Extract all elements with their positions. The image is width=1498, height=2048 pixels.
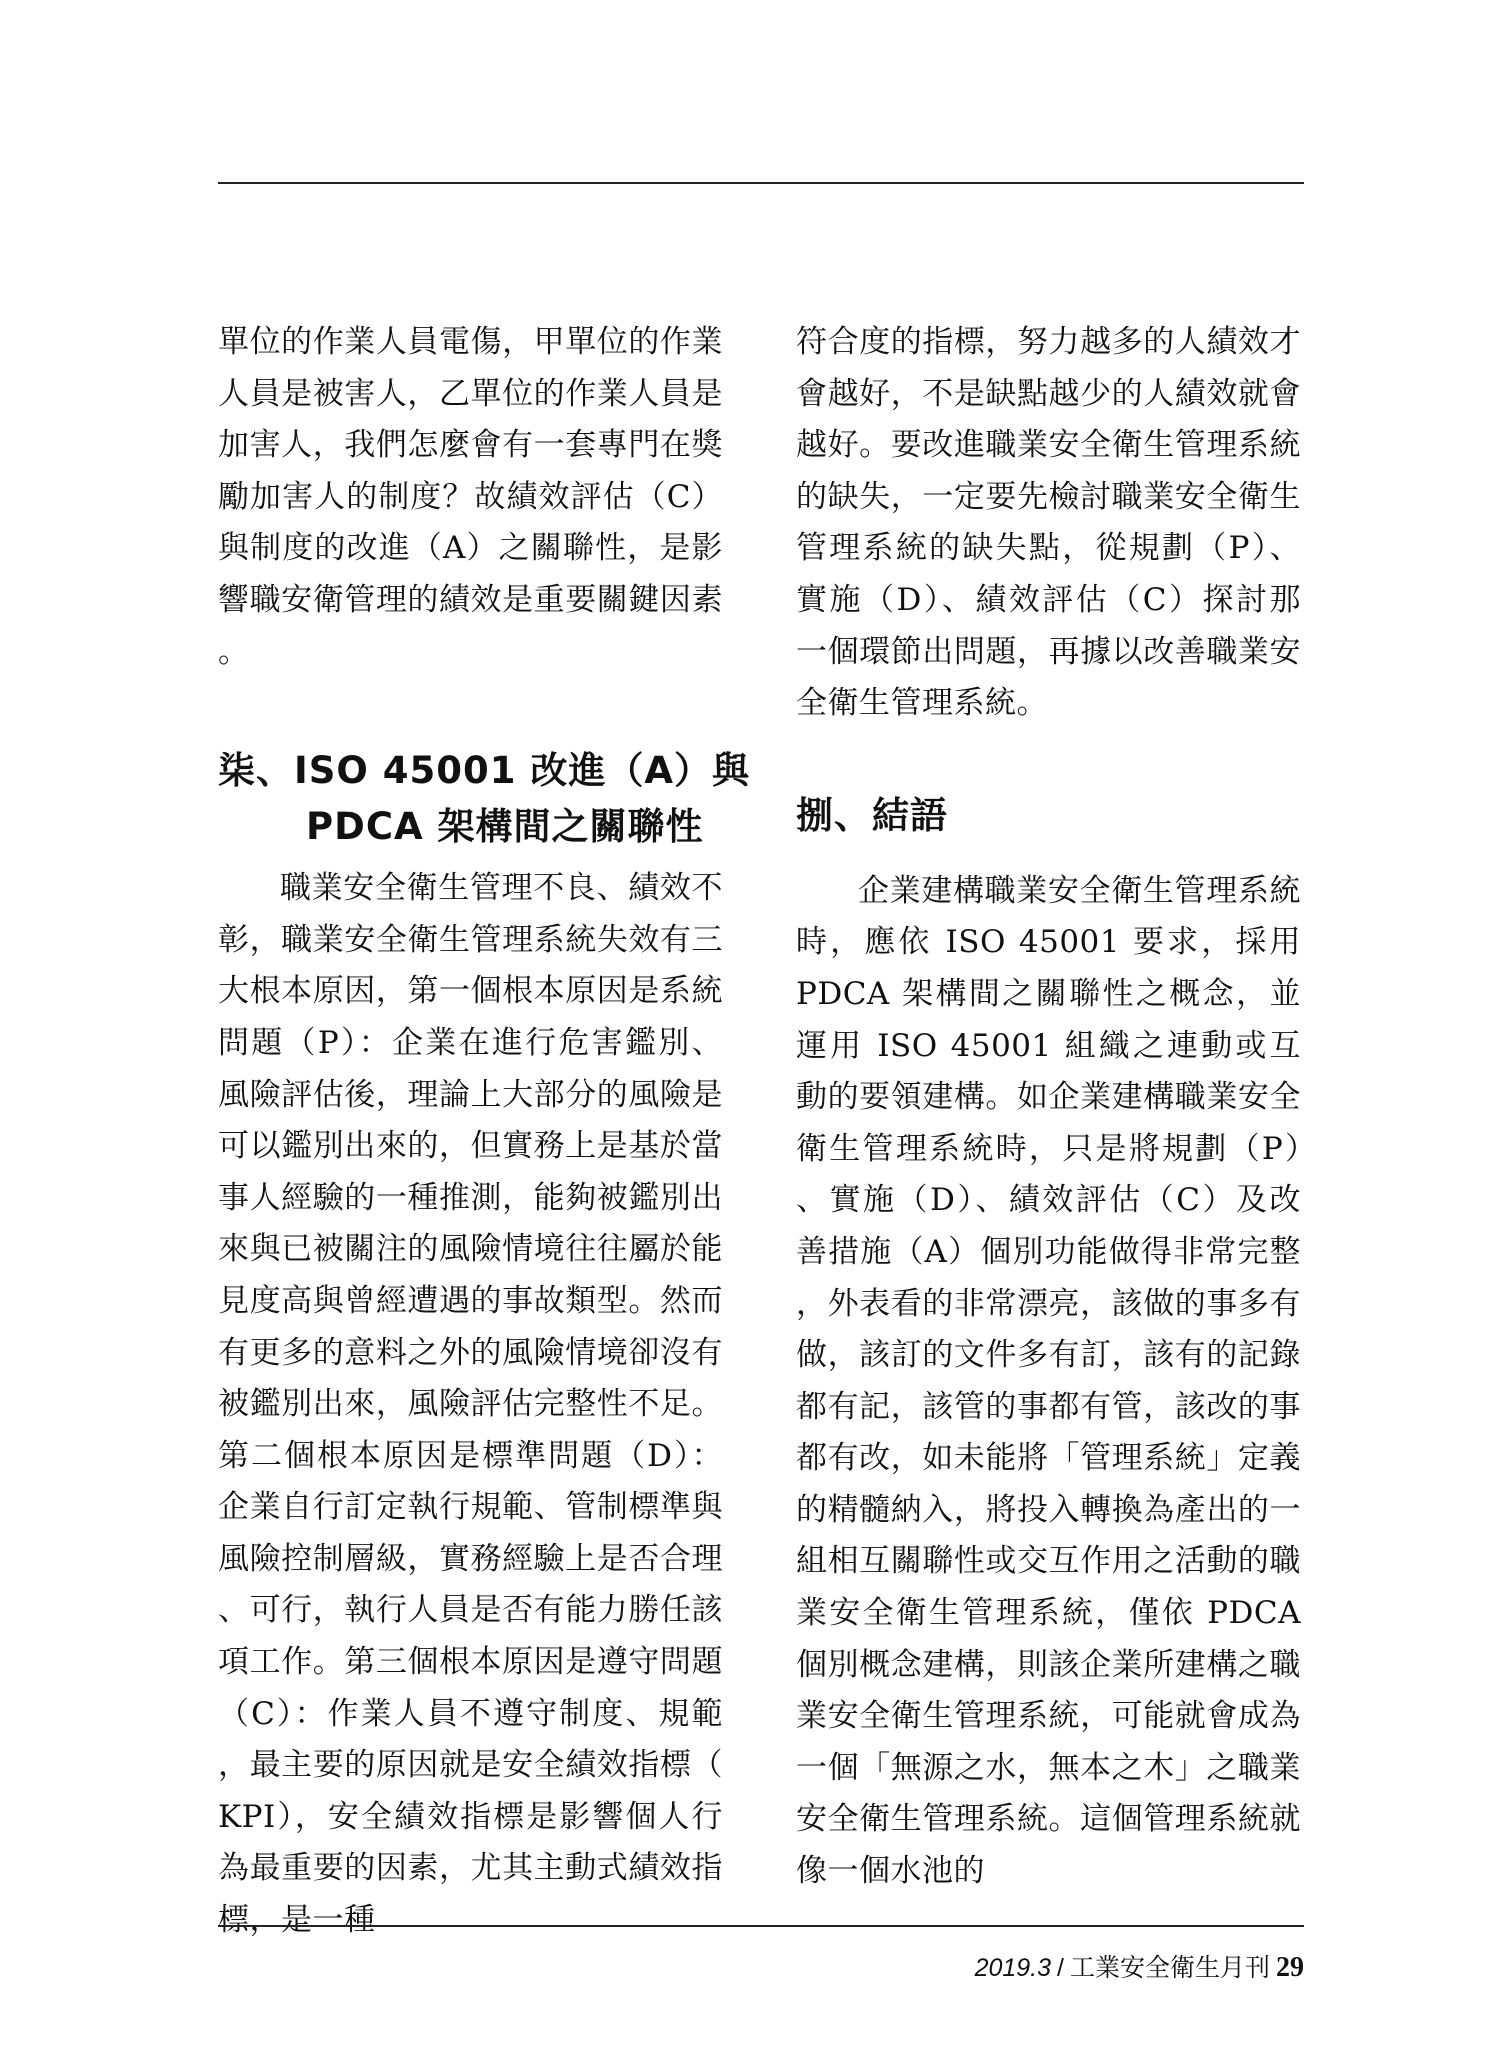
section-heading-8: 捌、結語	[796, 793, 948, 837]
right-paragraph-1: 符合度的指標，努力越多的人績效才會越好，不是缺點越少的人績效就會越好。要改進職業安全衛生管理系統的缺失，一定要先檢討職業安全衛生管理系統的缺失點，從規劃（P）、實施（D）、績效評估（C）探討那一個環節出問題，再據以改善職業安全衛生管理系統。	[796, 324, 1301, 722]
footer-separator: /	[1057, 1954, 1064, 1982]
section-heading-7-line-2: PDCA 架構間之關聯性	[306, 805, 704, 849]
section-heading-7	[218, 743, 750, 855]
footer-date: 2019.3	[974, 1954, 1052, 1982]
page-footer	[975, 1952, 1304, 1984]
left-column	[218, 317, 750, 1947]
left-paragraph-1: 單位的作業人員電傷，甲單位的作業人員是被害人，乙單位的作業人員是加害人，我們怎麼會有一套專門在獎勵加害人的制度？故績效評估（C）與制度的改進（A）之關聯性，是影響職安衛管理的績效是重要關鍵因素。	[218, 324, 723, 670]
footer-journal-title: 工業安全衛生月刊	[1069, 1954, 1270, 1982]
left-paragraph-2: 職業安全衛生管理不良、績效不彰，職業安全衛生管理系統失效有三大根本原因，第一個根本原因是系統問題（P）：企業在進行危害鑑別、風險評估後，理論上大部分的風險是可以鑑別出來的，但實務上是基於當事人經驗的一種推測，能夠被鑑別出來與已被關注的風險情境往往屬於能見度高與曾經遭遇的事故類型。然而有更多的意料之外的風險情境卻沒有被鑑別出來，風險評估完整性不足。第二個根本原因是標準問題（D）：企業自行訂定執行規範、管制標準與風險控制層級，實務經驗上是否合理、可行，執行人員是否有能力勝任該項工作。第三個根本原因是遵守問題（C）：作業人員不遵守制度、規範，最主要的原因就是安全績效指標（KPI），安全績效指標是影響個人行為最重要的因素，尤其主動式績效指標，是一種	[218, 870, 723, 1939]
top-rule	[218, 182, 1304, 184]
right-column	[796, 317, 1301, 1898]
page-number: 29	[1276, 1952, 1304, 1983]
bottom-rule	[218, 1925, 1304, 1927]
right-paragraph-2: 企業建構職業安全衛生管理系統時，應依 ISO 45001 要求，採用 PDCA 架構間之關聯性之概念，並運用 ISO 45001 組織之連動或互動的要領建構。如企業建構職業安全衛生管理系統時，只是將規劃（P）、實施（D）、績效評估（C）及改善措施（A）個別功能做得非常完整，外表看的非常漂亮，該做的事多有做，該訂的文件多有訂，該有的記錄都有記，該管的事都有管，該改的事都有改，如未能將「管理系統」定義的精髓納入，將投入轉換為產出的一組相互關聯性或交互作用之活動的職業安全衛生管理系統，僅依 PDCA 個別概念建構，則該企業所建構之職業安全衛生管理系統，可能就會成為一個「無源之水，無本之木」之職業安全衛生管理系統。這個管理系統就像一個水池的	[796, 872, 1301, 1890]
section-heading-7-line-1: 柒、ISO 45001 改進（A）與	[218, 749, 750, 793]
